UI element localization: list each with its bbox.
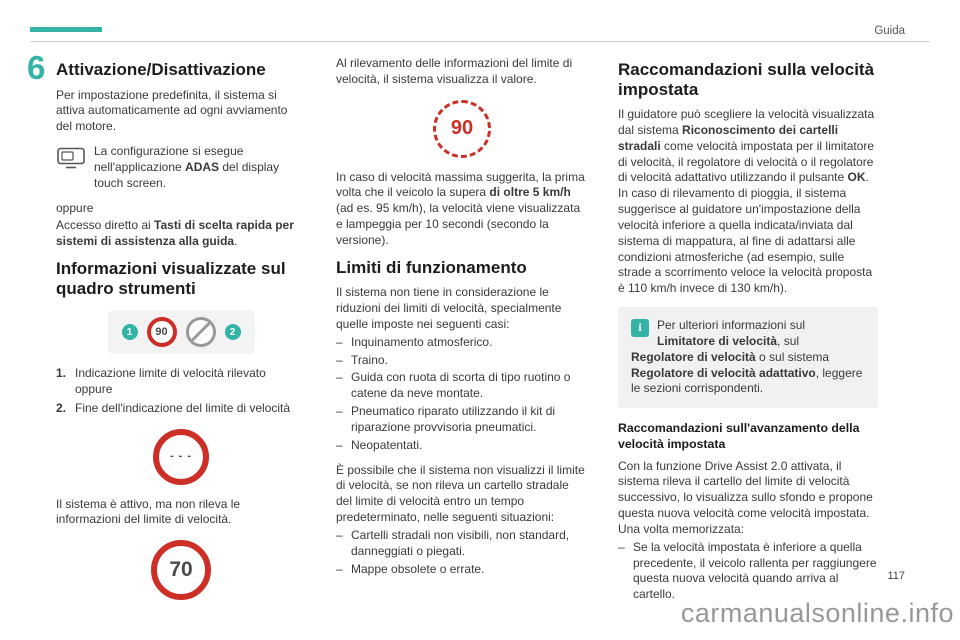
list-item: – Guida con ruota di scorta di tipo ruotino o catene da neve montate. [336, 370, 588, 402]
config-text: La configurazione si esegue nell'applicazione ADAS del display touch screen. [94, 144, 280, 190]
end-of-limit-sign [186, 317, 216, 347]
list-item: – Cartelli stradali non visibili, non standard, danneggiati o piegati. [336, 528, 588, 560]
info-icon: i [631, 319, 649, 337]
touchscreen-display-icon [56, 146, 86, 175]
section-heading-recommendations: Raccomandazioni sulla velocità impostata [618, 60, 875, 99]
figure-cluster-signs [56, 310, 306, 354]
list-item: – Neopatentati. [336, 438, 588, 454]
info-box [618, 307, 878, 408]
list-number: 2. [56, 400, 67, 415]
list-item: – Pneumatico riparato utilizzando il kit di riparazione provvisoria pneumatici. [336, 404, 588, 436]
figure-speed-70 [56, 540, 306, 600]
chapter-accent-bar [30, 27, 102, 32]
no-display-situations-list [336, 528, 588, 577]
paragraph: Il sistema non tiene in considerazione le riduzioni dei limiti di velocità, specialmente quelle imposte nei seguenti casi: [336, 285, 562, 331]
column-2 [336, 56, 588, 612]
speed-limit-70-sign: 70 [151, 540, 211, 600]
paragraph: Per impostazione predefinita, il sistema si attiva automaticamente ad ogni avviamento del motore. [56, 87, 288, 134]
suggested-speed-90-sign: 90 [433, 100, 491, 158]
speed-advance-list [618, 540, 878, 603]
section-heading-cluster-info: Informazioni visualizzate sul quadro strumenti [56, 259, 286, 298]
watermark: carmanualsonline.info [680, 598, 954, 629]
content-columns [56, 56, 878, 612]
list-text [75, 401, 290, 417]
list-item: – Traino. [336, 353, 588, 369]
callout-1-badge: 1 [122, 324, 138, 340]
config-paragraph [56, 144, 306, 191]
column-3 [618, 56, 878, 612]
paragraph: Con la funzione Drive Assist 2.0 attivata, il sistema rileva il cartello del limite di velocità successivo, lo visualizza sullo sfondo e propone questa nuova velocità come velocità impostata. Una volta memorizzata: [618, 458, 873, 536]
list-item: – Mappe obsolete o errate. [336, 562, 588, 578]
list-item: – Inquinamento atmosferico. [336, 335, 588, 351]
paragraph: È possibile che il sistema non visualizzi il limite di velocità, se non rileva un cartello stradale del limite di velocità entro un tempo predeterminato, nelle seguenti situazioni: [336, 462, 585, 525]
page-header-label: Guida [874, 25, 905, 37]
cluster-info-list [56, 366, 306, 416]
list-text [75, 366, 266, 398]
list-item: – Se la velocità impostata è inferiore a quella precedente, il veicolo rallenta per raggiungere questa nuova velocità quando arriva al cartello. [618, 540, 878, 603]
list-item [56, 366, 306, 398]
figure-speed-90-suggested [336, 100, 588, 158]
list-line: oppure [75, 381, 113, 396]
no-limit-detected-sign: - - - [153, 429, 209, 485]
limits-list [336, 335, 588, 454]
paragraph: oppure [56, 200, 94, 215]
paragraph: Il sistema è attivo, ma non rileva le informazioni del limite di velocità. [56, 496, 241, 527]
paragraph: Accesso diretto ai Tasti di scelta rapida per sistemi di assistenza alla guida. [56, 218, 294, 249]
info-text: Per ulteriori informazioni sul Limitatore di velocità, sul Regolatore di velocità o sul sistema Regolatore di velocità adattativo, leggere le sezioni corrispondenti. [631, 318, 863, 396]
section-heading-activation: Attivazione/Disattivazione [56, 60, 266, 79]
list-line: Indicazione limite di velocità rilevato [75, 366, 266, 381]
paragraph: Al rilevamento delle informazioni del limite di velocità, il sistema visualizza il valore. [336, 56, 573, 86]
figure-no-limit-detected [56, 429, 306, 485]
header-rule [30, 41, 930, 42]
section-heading-limits: Limiti di funzionamento [336, 257, 527, 277]
paragraph: In caso di velocità massima suggerita, la prima volta che il veicolo la supera di oltre 5 km/h (ad es. 95 km/h), la velocità viene visualizzata e lampeggia per 10 secondi (secondo la versione). [336, 169, 585, 247]
cluster-signs-strip [108, 310, 255, 354]
column-1 [56, 56, 306, 612]
paragraph: Il guidatore può scegliere la velocità visualizzata dal sistema Riconoscimento dei cartelli stradali come velocità impostata per il limitatore di velocità, il regolatore di velocità o il regolatore di velocità adattativo utilizzando il pulsante OK. In caso di rilevamento di pioggia, il sistema suggerisce al guidatore un'impostazione della velocità inferiore a quella indicata/inviata dal sistema di mappatura, al fine di adattarsi alle condizioni atmosferiche (ad esempio, sulle strade a scorrimento veloce la velocità proposta è 110 km/h invece di 130 km/h). [618, 107, 875, 296]
callout-2-badge: 2 [225, 324, 241, 340]
list-line: Fine dell'indicazione del limite di velocità [75, 400, 291, 415]
chapter-number: 6 [27, 49, 46, 86]
list-item [56, 401, 306, 417]
page-number: 117 [887, 570, 905, 583]
subheading-speed-advance: Raccomandazioni sull'avanzamento della velocità impostata [618, 421, 860, 452]
list-number: 1. [56, 366, 67, 381]
speed-limit-90-sign: 90 [147, 317, 177, 347]
